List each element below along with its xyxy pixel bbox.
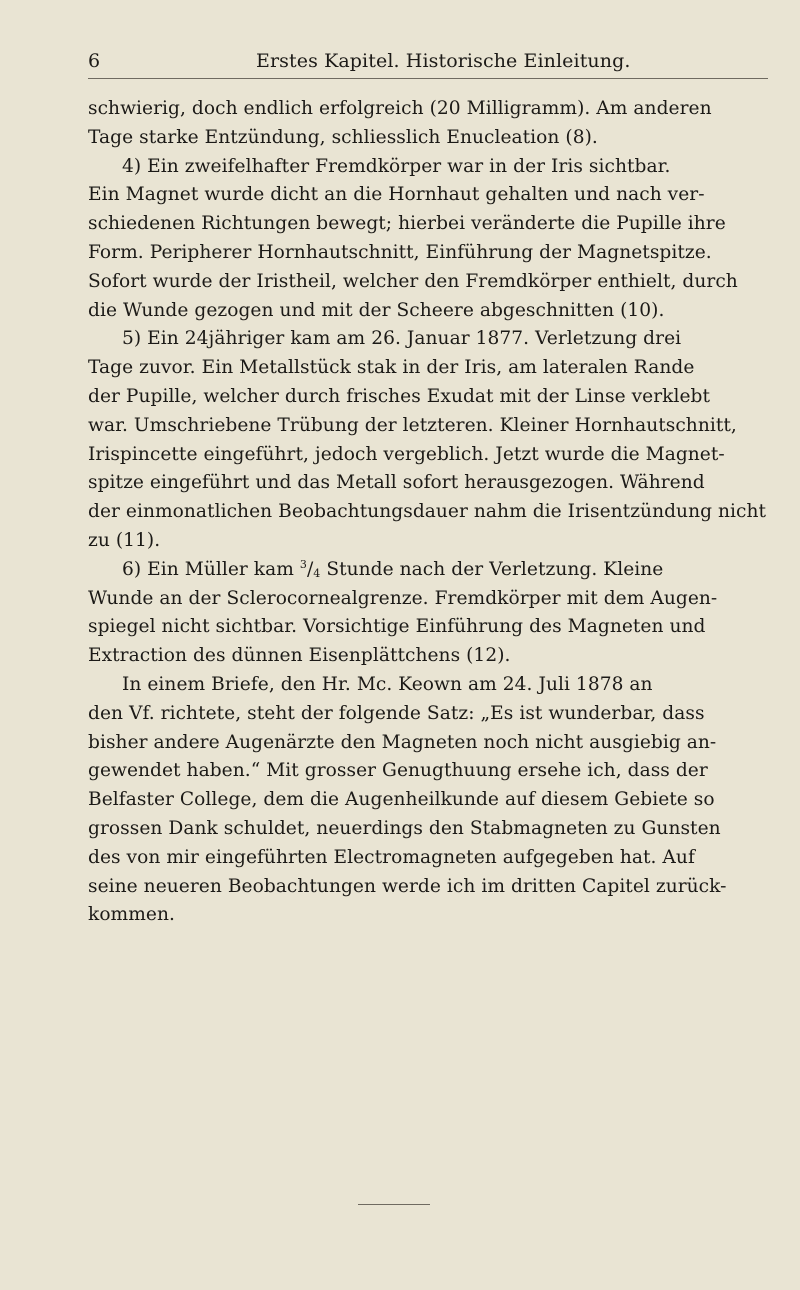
running-head: Erstes Kapitel. Historische Einleitung. xyxy=(256,50,631,72)
text-line: die Wunde gezogen und mit der Scheere abgeschnitten (10). xyxy=(88,299,665,321)
text-line: Tage starke Entzündung, schliesslich Enucleation (8). xyxy=(88,126,598,148)
page-header xyxy=(88,40,768,80)
text-line: Belfaster College, dem die Augenheilkunde auf diesem Gebiete so xyxy=(88,789,715,811)
text-line-with-fraction xyxy=(88,556,768,585)
text-line: schiedenen Richtungen bewegt; hierbei veränderte die Pupille ihre xyxy=(88,213,726,235)
text-line: seine neueren Beobachtungen werde ich im dritten Capitel zurück- xyxy=(88,875,727,897)
fraction-three-quarters: $^3$/4 xyxy=(299,557,321,580)
text-line: kommen. xyxy=(88,904,175,926)
text-line: Form. Peripherer Hornhautschnitt, Einführung der Magnetspitze. xyxy=(88,241,712,263)
text-line: des von mir eingeführten Electromagneten aufgegeben hat. Auf xyxy=(88,846,695,868)
text-line: Irispincette eingeführt, jedoch vergeblich. Jetzt wurde die Magnet- xyxy=(88,443,725,465)
text-line: spitze eingeführt und das Metall sofort herausgezogen. Während xyxy=(88,472,705,494)
header-rule xyxy=(88,78,768,79)
text-fragment: 6) Ein Müller kam xyxy=(122,558,300,580)
text-line: Extraction des dünnen Eisenplättchens (12). xyxy=(88,645,511,667)
text-line: der Pupille, welcher durch frisches Exudat mit der Linse verklebt xyxy=(88,385,711,407)
text-line: Ein Magnet wurde dicht an die Hornhaut gehalten und nach ver- xyxy=(88,184,705,206)
text-line: 5) Ein 24jähriger kam am 26. Januar 1877. Verletzung drei xyxy=(122,328,682,350)
text-line: war. Umschriebene Trübung der letzteren. Kleiner Hornhautschnitt, xyxy=(88,414,737,436)
fraction-denominator: 4 xyxy=(313,566,321,580)
text-line: gewendet haben.“ Mit grosser Genugthuung ersehe ich, dass der xyxy=(88,760,708,782)
text-line: Tage zuvor. Ein Metallstück stak in der Iris, am lateralen Rande xyxy=(88,357,695,379)
text-line: grossen Dank schuldet, neuerdings den Stabmagneten zu Gunsten xyxy=(88,817,721,839)
footer-rule xyxy=(358,1204,430,1205)
body-text xyxy=(88,95,768,930)
text-line: 4) Ein zweifelhafter Fremdkörper war in der Iris sichtbar. xyxy=(122,155,671,177)
text-fragment: Stunde nach der Verletzung. Kleine xyxy=(320,558,664,580)
fraction-numerator: 3 xyxy=(299,557,307,571)
page-number: 6 xyxy=(88,50,101,72)
text-line: den Vf. richtete, steht der folgende Satz: „Es ist wunderbar, dass xyxy=(88,702,705,724)
text-line: schwierig, doch endlich erfolgreich (20 Milligramm). Am anderen xyxy=(88,98,712,119)
text-line: bisher andere Augenärzte den Magneten noch nicht ausgiebig an- xyxy=(88,731,717,753)
text-line: zu (11). xyxy=(88,529,161,551)
text-line: der einmonatlichen Beobachtungsdauer nahm die Irisentzündung nicht xyxy=(88,501,767,523)
text-line: spiegel nicht sichtbar. Vorsichtige Einführung des Magneten und xyxy=(88,616,706,638)
text-line: Sofort wurde der Iristheil, welcher den Fremdkörper enthielt, durch xyxy=(88,270,738,292)
text-line: Wunde an der Sclerocornealgrenze. Fremdkörper mit dem Augen- xyxy=(88,587,718,609)
text-line: In einem Briefe, den Hr. Mc. Keown am 24. Juli 1878 an xyxy=(122,673,653,695)
